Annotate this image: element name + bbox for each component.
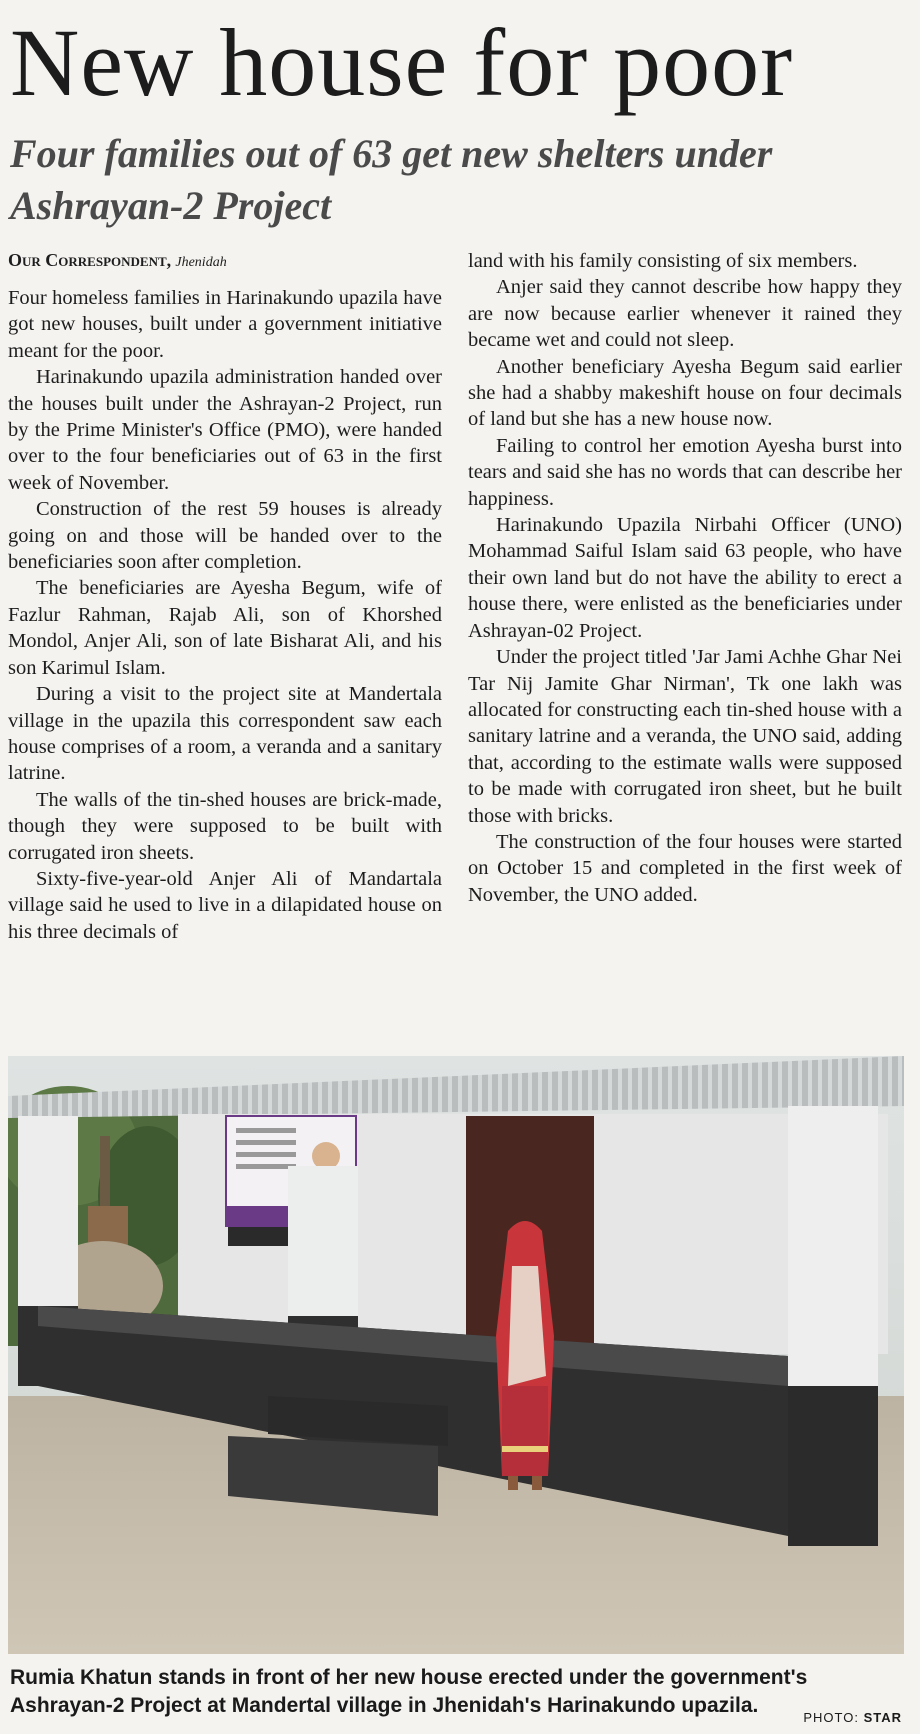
article-column-left [8,248,442,945]
paragraph: Sixty-five-year-old Anjer Ali of Mandartala village said he used to live in a dilapidated house on his three decimals of [8,867,442,943]
pillar-right-base [788,1386,878,1546]
woman-figure [496,1221,554,1490]
paragraph: Harinakundo Upazila Nirbahi Officer (UNO) Mohammad Saiful Islam said 63 people, who have their own land but do not have the ability to erect a house there, were enlisted as the beneficiaries under Ashrayan-02 Project. [468,514,902,642]
paragraph: The beneficiaries are Ayesha Begum, wife of Fazlur Rahman, Rajab Ali, son of Khorshed Mondol, Anjer Ali, son of late Bisharat Ali, and his son Karimul Islam. [8,577,442,679]
paragraph: Anjer said they cannot describe how happy they are now because earlier whenever it rained they became wet and could not sleep. [468,276,902,352]
news-photo [8,1056,904,1654]
paragraph: Another beneficiary Ayesha Begum said earlier she had a shabby makeshift house on four decimals of land but she has a new house now. [468,355,902,431]
paragraph: Under the project titled 'Jar Jami Achhe Ghar Nei Tar Nij Jamite Ghar Nirman', Tk one lakh was allocated for constructing each tin-shed house with a sanitary latrine and a veranda, the UNO said, adding that, according to the estimate walls were supposed to be made with corrugated iron sheet, but he built those with bricks. [468,646,902,827]
paragraph: Harinakundo upazila administration handed over the houses built under the Ashrayan-2 Project, run by the Prime Minister's Office (PMO), were handed over to the four beneficiaries out of 63 in the first week of November. [8,366,442,494]
photo-credit-label: PHOTO: [803,1710,859,1725]
byline [8,248,442,275]
subheadline: Four families out of 63 get new shelters under Ashrayan-2 Project [10,131,773,228]
headline: New house for poor [10,9,794,116]
byline-name: Our Correspondent, [8,250,172,270]
paragraph: The walls of the tin-shed houses are brick-made, though they were supposed to be built with corrugated iron sheets. [8,788,442,864]
byline-location: Jhenidah [175,255,227,270]
paragraph: Construction of the rest 59 houses is already going on and those will be handed over to the beneficiaries soon after completion. [8,498,442,574]
paragraph: land with his family consisting of six members. [468,250,858,272]
photo-credit [803,1710,902,1725]
paragraph: The construction of the four houses were started on October 15 and completed in the first week of November, the UNO added. [468,830,902,906]
paragraph: Four homeless families in Harinakundo upazila have got new houses, built under a government initiative meant for the poor. [8,287,442,362]
house-photo-illustration [8,1056,904,1654]
paragraph: During a visit to the project site at Mandertala village in the upazila this correspondent saw each house comprises of a room, a veranda and a sanitary latrine. [8,683,442,785]
photo-caption: Rumia Khatun stands in front of her new house erected under the government's Ashrayan-2 Project at Mandertal village in Jhenidah's Harinakundo upazila. [10,1666,808,1717]
photo-credit-source: STAR [863,1710,902,1725]
article-column-right [468,248,902,908]
paragraph: Failing to control her emotion Ayesha burst into tears and said she has no words that can describe her happiness. [468,434,902,510]
